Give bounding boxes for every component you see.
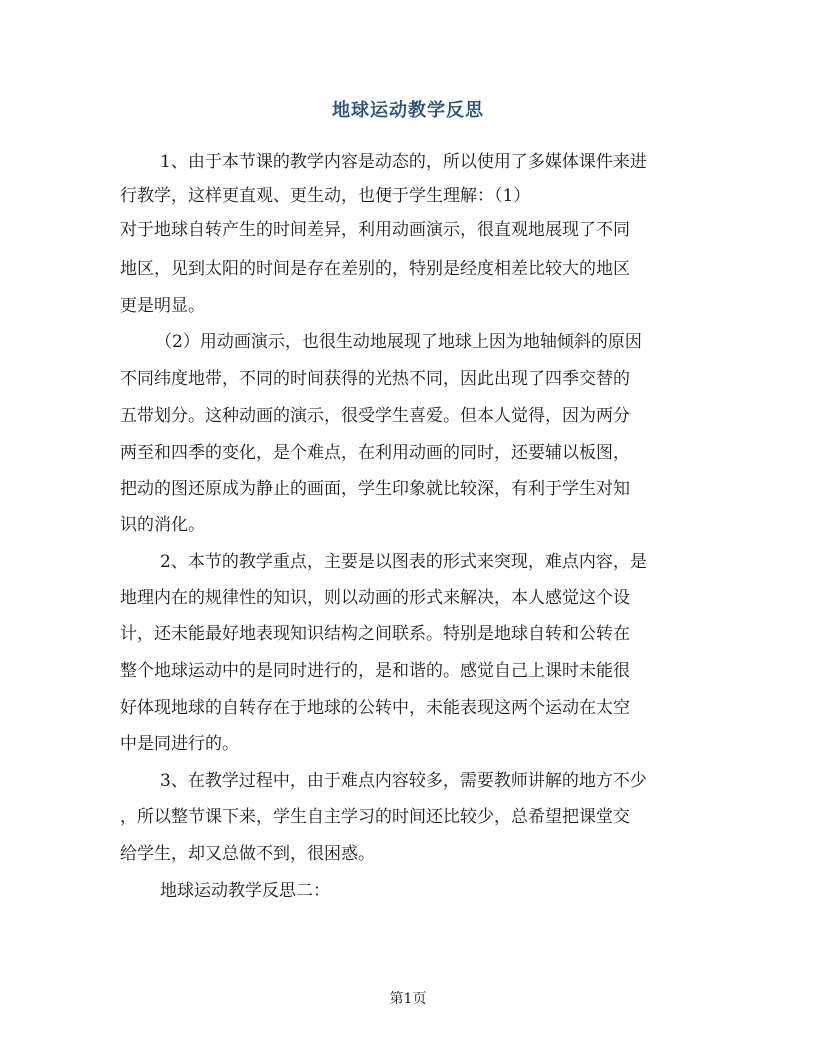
text-line: 行教学，这样更直观、更生动，也便于学生理解：（1） bbox=[120, 186, 531, 206]
text-line: 两至和四季的变化，是个难点，在利用动画的同时，还要辅以板图， bbox=[120, 443, 630, 463]
text-line: ，所以整节课下来，学生自主学习的时间还比较少，总希望把课堂交 bbox=[120, 807, 630, 827]
document-title: 地球运动教学反思 bbox=[332, 100, 484, 121]
text-line: 中是同进行的。 bbox=[120, 734, 239, 754]
text-line: 2、本节的教学重点，主要是以图表的形式来突现，难点内容，是 bbox=[160, 552, 647, 572]
page-number: 第1页 bbox=[389, 991, 427, 1007]
text-line: 1、由于本节课的教学内容是动态的，所以使用了多媒体课件来进 bbox=[160, 152, 647, 172]
text-line: 识的消化。 bbox=[120, 515, 205, 535]
text-line: 对于地球自转产生的时间差异，利用动画演示，很直观地展现了不同 bbox=[120, 220, 630, 240]
text-line: 计，还未能最好地表现知识结构之间联系。特别是地球自转和公转在 bbox=[120, 624, 630, 644]
text-line: 更是明显。 bbox=[120, 296, 205, 316]
text-line: （2）用动画演示，也很生动地展现了地球上因为地轴倾斜的原因 bbox=[155, 332, 642, 352]
text-line: 3、在教学过程中，由于难点内容较多，需要教师讲解的地方不少 bbox=[160, 771, 647, 791]
text-line: 不同纬度地带，不同的时间获得的光热不同，因此出现了四季交替的 bbox=[120, 369, 630, 389]
text-line: 给学生，却又总做不到，很困惑。 bbox=[120, 844, 375, 864]
text-line: 地理内在的规律性的知识，则以动画的形式来解决，本人感觉这个设 bbox=[120, 588, 630, 608]
text-line: 五带划分。这种动画的演示，很受学生喜爱。但本人觉得，因为两分 bbox=[120, 406, 630, 426]
text-line: 地区，见到太阳的时间是存在差别的，特别是经度相差比较大的地区 bbox=[120, 259, 630, 279]
text-line: 地球运动教学反思二： bbox=[160, 881, 330, 901]
text-line: 整个地球运动中的是同时进行的，是和谐的。感觉自己上课时未能很 bbox=[120, 661, 630, 681]
text-line: 把动的图还原成为静止的画面，学生印象就比较深，有利于学生对知 bbox=[120, 479, 630, 499]
text-line: 好体现地球的自转存在于地球的公转中，未能表现这两个运动在太空 bbox=[120, 698, 630, 718]
